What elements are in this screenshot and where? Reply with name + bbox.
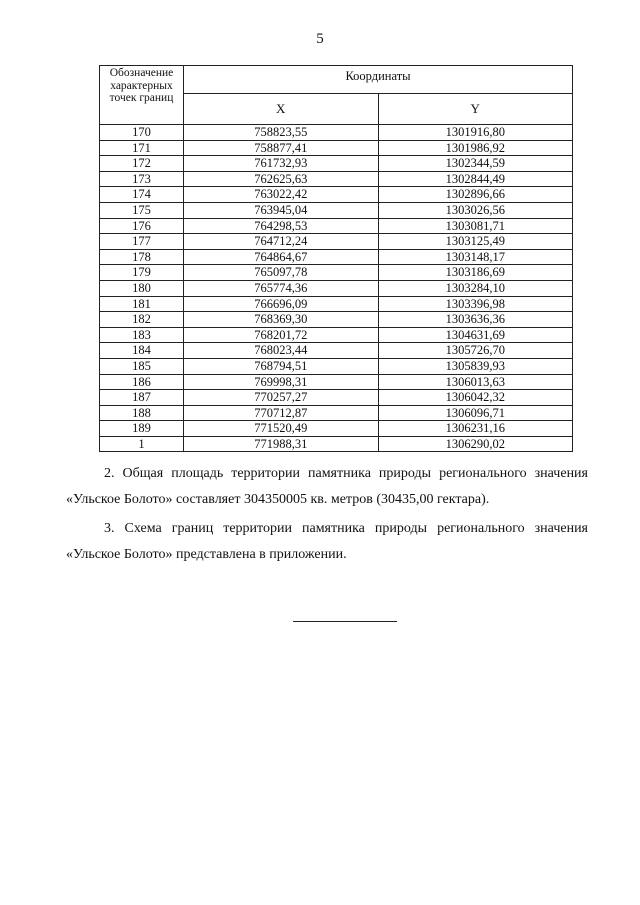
table-row [100,296,573,312]
table-row [100,187,573,203]
table-row [100,218,573,234]
table-row [100,265,573,281]
header-coordinates: Координаты [184,66,573,94]
cell-y: 1303284,10 [378,280,573,296]
cell-x: 771520,49 [184,421,379,437]
cell-point: 179 [100,265,184,281]
paragraph-total-area: 2. Общая площадь территории памятника природы регионального значения «Ульское Болото» составляет 304350005 кв. метров (30435,00 гектара). [66,466,588,507]
cell-x: 770257,27 [184,390,379,406]
cell-x: 758877,41 [184,140,379,156]
cell-y: 1305839,93 [378,358,573,374]
table-row [100,140,573,156]
cell-point: 173 [100,171,184,187]
cell-x: 768794,51 [184,358,379,374]
cell-point: 186 [100,374,184,390]
cell-y: 1301916,80 [378,125,573,141]
paragraph-boundary-scheme: 3. Схема границ территории памятника природы регионального значения «Ульское Болото» представлена в приложении. [66,521,588,562]
cell-point: 189 [100,421,184,437]
cell-y: 1302896,66 [378,187,573,203]
table-row [100,280,573,296]
table-row [100,312,573,328]
separator-line [293,621,397,622]
table-row [100,436,573,452]
cell-x: 766696,09 [184,296,379,312]
cell-point: 182 [100,312,184,328]
cell-point: 170 [100,125,184,141]
table-row [100,390,573,406]
cell-y: 1303396,98 [378,296,573,312]
table-row [100,343,573,359]
table-row [100,358,573,374]
cell-y: 1303081,71 [378,218,573,234]
cell-point: 175 [100,202,184,218]
cell-y: 1306096,71 [378,405,573,421]
cell-y: 1306013,63 [378,374,573,390]
cell-y: 1303125,49 [378,234,573,250]
cell-y: 1306290,02 [378,436,573,452]
cell-y: 1303186,69 [378,265,573,281]
cell-point: 178 [100,249,184,265]
cell-point: 172 [100,156,184,172]
cell-y: 1302344,59 [378,156,573,172]
cell-x: 764712,24 [184,234,379,250]
table-row [100,249,573,265]
cell-x: 769998,31 [184,374,379,390]
cell-point: 176 [100,218,184,234]
cell-x: 761732,93 [184,156,379,172]
cell-x: 771988,31 [184,436,379,452]
cell-y: 1303636,36 [378,312,573,328]
table-row [100,374,573,390]
header-designation: Обозначение характерных точек границ [100,66,184,125]
table-row [100,171,573,187]
table-row [100,202,573,218]
cell-point: 1 [100,436,184,452]
cell-x: 763022,42 [184,187,379,203]
cell-x: 765097,78 [184,265,379,281]
cell-point: 181 [100,296,184,312]
cell-y: 1303026,56 [378,202,573,218]
header-x: X [184,94,379,125]
table-body [100,125,573,452]
header-y: Y [378,94,573,125]
cell-x: 768201,72 [184,327,379,343]
cell-point: 171 [100,140,184,156]
table-row [100,421,573,437]
table-row [100,156,573,172]
cell-y: 1305726,70 [378,343,573,359]
cell-y: 1302844,49 [378,171,573,187]
cell-point: 185 [100,358,184,374]
cell-point: 184 [100,343,184,359]
cell-y: 1303148,17 [378,249,573,265]
cell-point: 188 [100,405,184,421]
cell-y: 1304631,69 [378,327,573,343]
cell-x: 764298,53 [184,218,379,234]
cell-x: 770712,87 [184,405,379,421]
cell-point: 180 [100,280,184,296]
table-row [100,125,573,141]
cell-x: 765774,36 [184,280,379,296]
page-number: 5 [316,31,324,47]
cell-y: 1301986,92 [378,140,573,156]
cell-x: 764864,67 [184,249,379,265]
cell-x: 762625,63 [184,171,379,187]
cell-point: 183 [100,327,184,343]
table-row [100,327,573,343]
cell-point: 187 [100,390,184,406]
cell-y: 1306231,16 [378,421,573,437]
cell-x: 768023,44 [184,343,379,359]
cell-x: 763945,04 [184,202,379,218]
cell-y: 1306042,32 [378,390,573,406]
coordinates-table [99,65,573,452]
cell-x: 768369,30 [184,312,379,328]
table-row [100,234,573,250]
cell-x: 758823,55 [184,125,379,141]
cell-point: 174 [100,187,184,203]
cell-point: 177 [100,234,184,250]
table-row [100,405,573,421]
